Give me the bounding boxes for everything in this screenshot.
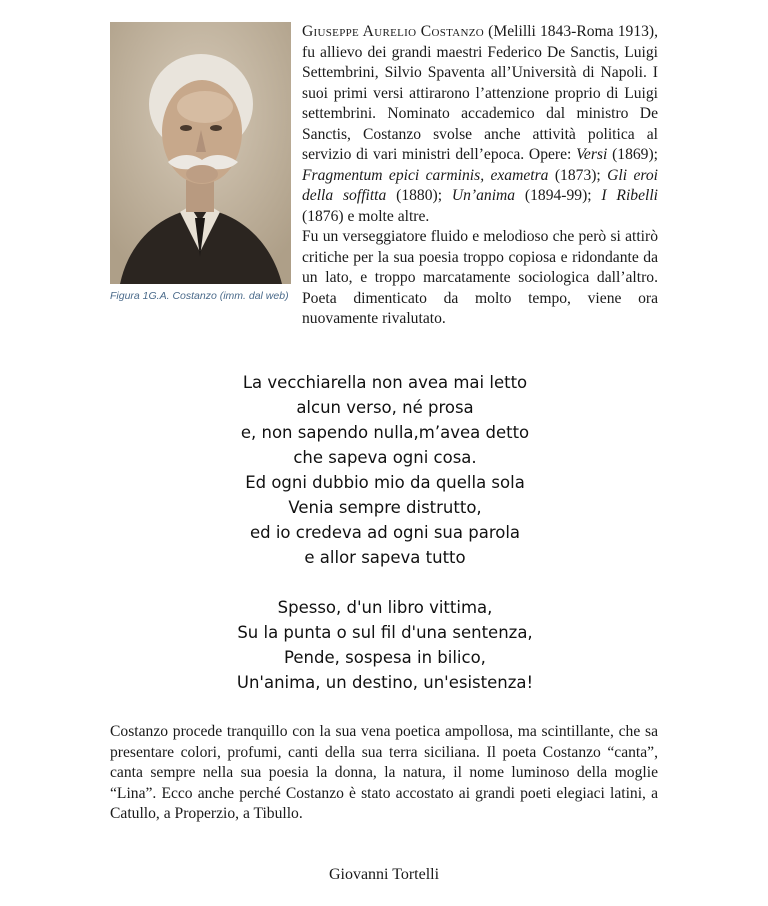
poem-stanza-2 [150,595,620,695]
poem-line: Spesso, d'un libro vittima, [277,598,493,617]
poem-line: e, non sapendo nulla,m’avea detto [240,423,530,442]
poem-line: Un'anima, un destino, un'esistenza! [236,673,534,692]
work-title: Gli eroi della soffitta [302,166,658,204]
closing-paragraph: Costanzo procede tranquillo con la sua vena poetica ampollosa, ma scintillante, che sa presentare colori, profumi, canti della sua terra siciliana. Il poeta Costanzo “canta”, canta sempre nella sua poesia la donna, la natura, il nome luminoso della moglie “Lina”. Ecco anche perché Costanzo è stato accostato ai grandi poeti elegiaci latini, a Catullo, a Properzio, a Tibullo. [110,723,658,822]
poem-line: Ed ogni dubbio mio da quella sola [245,473,525,492]
poem-line: Venia sempre distrutto, [288,498,482,517]
poem-line: e allor sapeva tutto [304,548,466,567]
work-title: I Ribelli [601,187,658,204]
poem-stanza-1 [150,370,620,570]
author-name: Giuseppe Aurelio Costanzo [302,23,485,40]
portrait-photo [110,22,291,284]
poem-line: che sapeva ogni cosa. [293,448,477,467]
work-title: Fragmentum epici carminis, exametra [302,166,549,184]
poem-line: La vecchiarella non avea mai letto [242,373,528,392]
poem-line: Pende, sospesa in bilico, [284,648,486,667]
poem [150,370,620,720]
author-signature: Giovanni Tortelli [328,866,440,883]
poem-line: Su la punta o sul fil d'una sentenza, [237,623,533,642]
poem-line: ed io credeva ad ogni sua parola [249,523,521,542]
work-title: Un’anima [451,187,516,204]
biography-text [302,22,658,330]
bio-paragraph-1: Giuseppe Aurelio Costanzo (Melilli 1843-Roma 1913), fu allievo dei grandi maestri Federico De Sanctis, Luigi Settembrini, Silvio Spaventa all’Università di Napoli. I suoi primi versi attirarono l’attenzione proprio di Luigi settembrini. Nominato accademico dal ministro De Sanctis, Costanzo svolse anche attività politica al servizio di vari ministri dell’epoca. Opere: Versi (1869); Fragmentum epici carminis, exametra (1873); Gli eroi della soffitta (1880); Un’anima (1894-99); I Ribelli (1876) e molte altre. [302,23,658,225]
figure-caption: Figura 1G.A. Costanzo (imm. dal web) [110,290,289,302]
bio-paragraph-2: Fu un verseggiatore fluido e melodioso che però si attirò critiche per la sua poesia troppo copiosa e ridondante da un lato, e troppo marcatamente sociologica dall’altro. Poeta dimenticato da molto tempo, viene ora nuovamente rivalutato. [302,228,658,327]
portrait-photo-icon [110,22,291,284]
work-title: Versi [576,146,608,163]
poem-line: alcun verso, né prosa [296,398,474,417]
